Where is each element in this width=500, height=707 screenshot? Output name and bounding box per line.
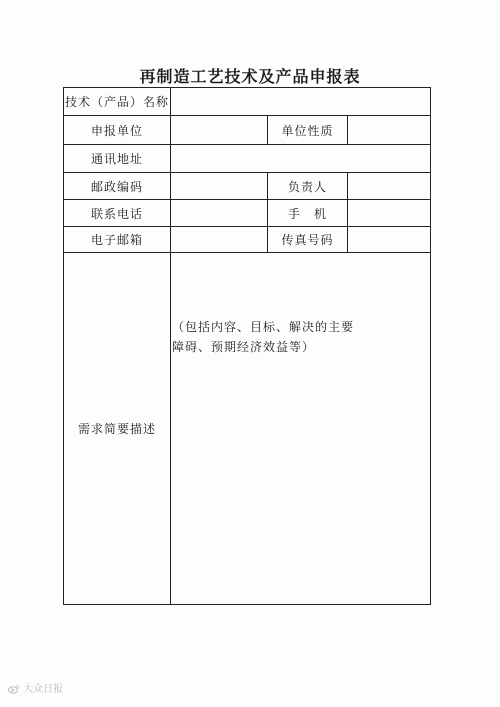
- label-phone: 联系电话: [64, 200, 171, 226]
- value-person-in-charge[interactable]: [348, 173, 430, 199]
- row-address: [64, 145, 430, 173]
- row-requirement: [64, 253, 430, 604]
- label-email: 电子邮箱: [64, 227, 171, 252]
- value-requirement[interactable]: [171, 253, 430, 604]
- value-postcode[interactable]: [171, 173, 268, 199]
- row-postcode: [64, 173, 430, 200]
- label-postcode: 邮政编码: [64, 173, 171, 199]
- watermark: [8, 680, 63, 695]
- requirement-hint-text: （包括内容、目标、解决的主要障碍、预期经济效益等）: [172, 320, 355, 354]
- value-email[interactable]: [171, 227, 268, 252]
- label-requirement: 需求简要描述: [64, 253, 171, 604]
- value-phone[interactable]: [171, 200, 268, 226]
- weibo-icon: [8, 684, 20, 694]
- value-address[interactable]: [171, 145, 430, 172]
- label-mobile: 手 机: [268, 200, 348, 226]
- label-applicant: 申报单位: [64, 116, 171, 144]
- label-tech-name: 技术（产品）名称: [64, 88, 171, 115]
- label-fax: 传真号码: [268, 227, 348, 252]
- row-email: [64, 227, 430, 253]
- value-applicant[interactable]: [171, 116, 268, 144]
- label-address: 通讯地址: [64, 145, 171, 172]
- form-title: 再制造工艺技术及产品申报表: [139, 67, 361, 86]
- label-unit-nature: 单位性质: [268, 116, 348, 144]
- value-unit-nature[interactable]: [348, 116, 430, 144]
- row-phone: [64, 200, 430, 227]
- label-person-in-charge: 负责人: [268, 173, 348, 199]
- value-tech-name[interactable]: [171, 88, 430, 115]
- value-fax[interactable]: [348, 227, 430, 252]
- row-applicant: [64, 116, 430, 145]
- row-tech-name: [64, 88, 430, 116]
- watermark-text: 大众日报: [23, 684, 64, 695]
- value-mobile[interactable]: [348, 200, 430, 226]
